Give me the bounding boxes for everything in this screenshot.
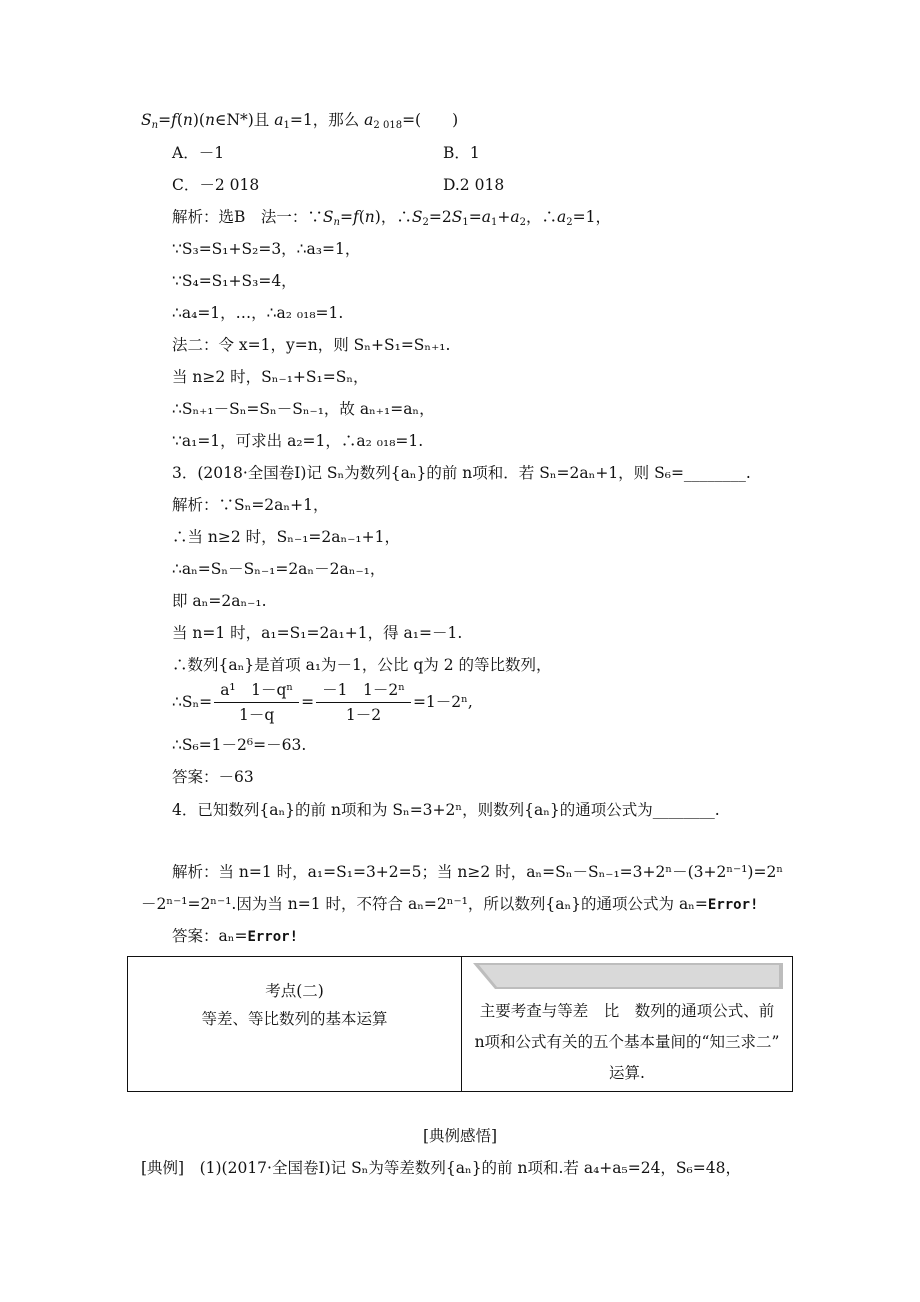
knowledge-point-label: 考点(二) [265, 982, 324, 1000]
box-description-2: n项和公式有关的五个基本量间的“知三求二” [474, 1033, 780, 1051]
error-text: Error! [247, 929, 299, 945]
q3-solution-1: 解析：∵Sₙ=2aₙ+1， [172, 496, 329, 514]
q3-answer: 答案：－63 [172, 768, 254, 786]
q3-solution-6: ∴数列{aₙ}是首项 a₁为－1，公比 q为 2 的等比数列， [172, 656, 552, 674]
solution-line-5: 法二：令 x=1，y=n，则 Sₙ+S₁=Sₙ₊₁. [172, 336, 451, 354]
example-line: [典例] (1)(2017·全国卷Ⅰ)记 Sₙ为等差数列{aₙ}的前 n项和.若 a₄+a₅=24，S₆=48， [141, 1159, 741, 1177]
q3-sum-formula: ∴Sₙ= $\frac{\text{a¹ 1－qⁿ}}{1-q}$ = $\frac{\text{－1 1－2ⁿ}}{1-2}$ =1－2ⁿ, [172, 680, 473, 724]
option-b: B．1 [443, 144, 480, 162]
banner-decoration [473, 963, 783, 989]
question-stem-line: $S_n=f(n)(n\in N*)$且 $a_1=1$，那么 $a_{2 018}=$( ) [141, 111, 459, 131]
question-3: 3．(2018·全国卷Ⅰ)记 Sₙ为数列{aₙ}的前 n项和．若 Sₙ=2aₙ+1，则 S₆=________. [172, 464, 751, 482]
q4-solution-2: －2ⁿ⁻¹=2ⁿ⁻¹.因为当 n=1 时，不符合 aₙ=2ⁿ⁻¹，所以数列{aₙ}的通项公式为 aₙ=Error! [141, 895, 759, 913]
solution-line-4: ∴a₄=1，…，∴a₂ ₀₁₈=1. [172, 304, 344, 322]
q4-solution-1: 解析：当 n=1 时，a₁=S₁=3+2=5；当 n≥2 时，aₙ=Sₙ－Sₙ₋₁=3+2ⁿ－(3+2ⁿ⁻¹)=2ⁿ [172, 863, 784, 881]
box-description-1: 主要考查与等差 比 数列的通项公式、前 [479, 1002, 775, 1020]
section-heading: [典例感悟] [422, 1127, 498, 1145]
q3-solution-2: ∴当 n≥2 时，Sₙ₋₁=2aₙ₋₁+1， [172, 528, 400, 546]
q3-solution-5: 当 n=1 时，a₁=S₁=2a₁+1，得 a₁=－1. [172, 624, 463, 642]
solution-line-1: 解析：选B 法一：$\because S_n=f(n)$，$\therefore S_2=2S_1=a_1+a_2$，$\therefore a_2=1$， [172, 208, 611, 228]
q3-solution-4: 即 aₙ=2aₙ₋₁. [172, 592, 267, 610]
fraction-1: $\frac{\text{a¹ 1－qⁿ}}{1-q}$ [214, 680, 299, 725]
q3-solution-8: ∴S₆=1－2⁶=－63. [172, 736, 307, 754]
option-c: C．－2 018 [172, 176, 260, 194]
knowledge-point-box [127, 956, 793, 1092]
solution-line-6: 当 n≥2 时，Sₙ₋₁+S₁=Sₙ， [172, 368, 369, 386]
solution-line-8: ∵a₁=1，可求出 a₂=1，∴a₂ ₀₁₈=1. [172, 432, 424, 450]
solution-line-3: ∵S₄=S₁+S₃=4， [172, 272, 297, 290]
error-text: Error! [707, 897, 759, 913]
question-4: 4．已知数列{aₙ}的前 n项和为 Sₙ=3+2ⁿ，则数列{aₙ}的通项公式为________. [172, 801, 720, 819]
knowledge-point-title: 等差、等比数列的基本运算 [201, 1010, 388, 1028]
solution-line-7: ∴Sₙ₊₁－Sₙ=Sₙ－Sₙ₋₁，故 aₙ₊₁=aₙ， [172, 400, 435, 418]
fraction-2: $\frac{\text{－1 1－2ⁿ}}{1-2}$ [316, 680, 411, 725]
box-description-3: 运算. [609, 1064, 645, 1082]
q3-solution-3: ∴aₙ=Sₙ－Sₙ₋₁=2aₙ－2aₙ₋₁， [172, 560, 386, 578]
solution-line-2: ∵S₃=S₁+S₂=3，∴a₃=1， [172, 240, 361, 258]
option-a: A．－1 [172, 144, 225, 162]
option-d: D.2 018 [443, 176, 505, 194]
q4-answer: 答案：aₙ=Error! [172, 927, 299, 945]
